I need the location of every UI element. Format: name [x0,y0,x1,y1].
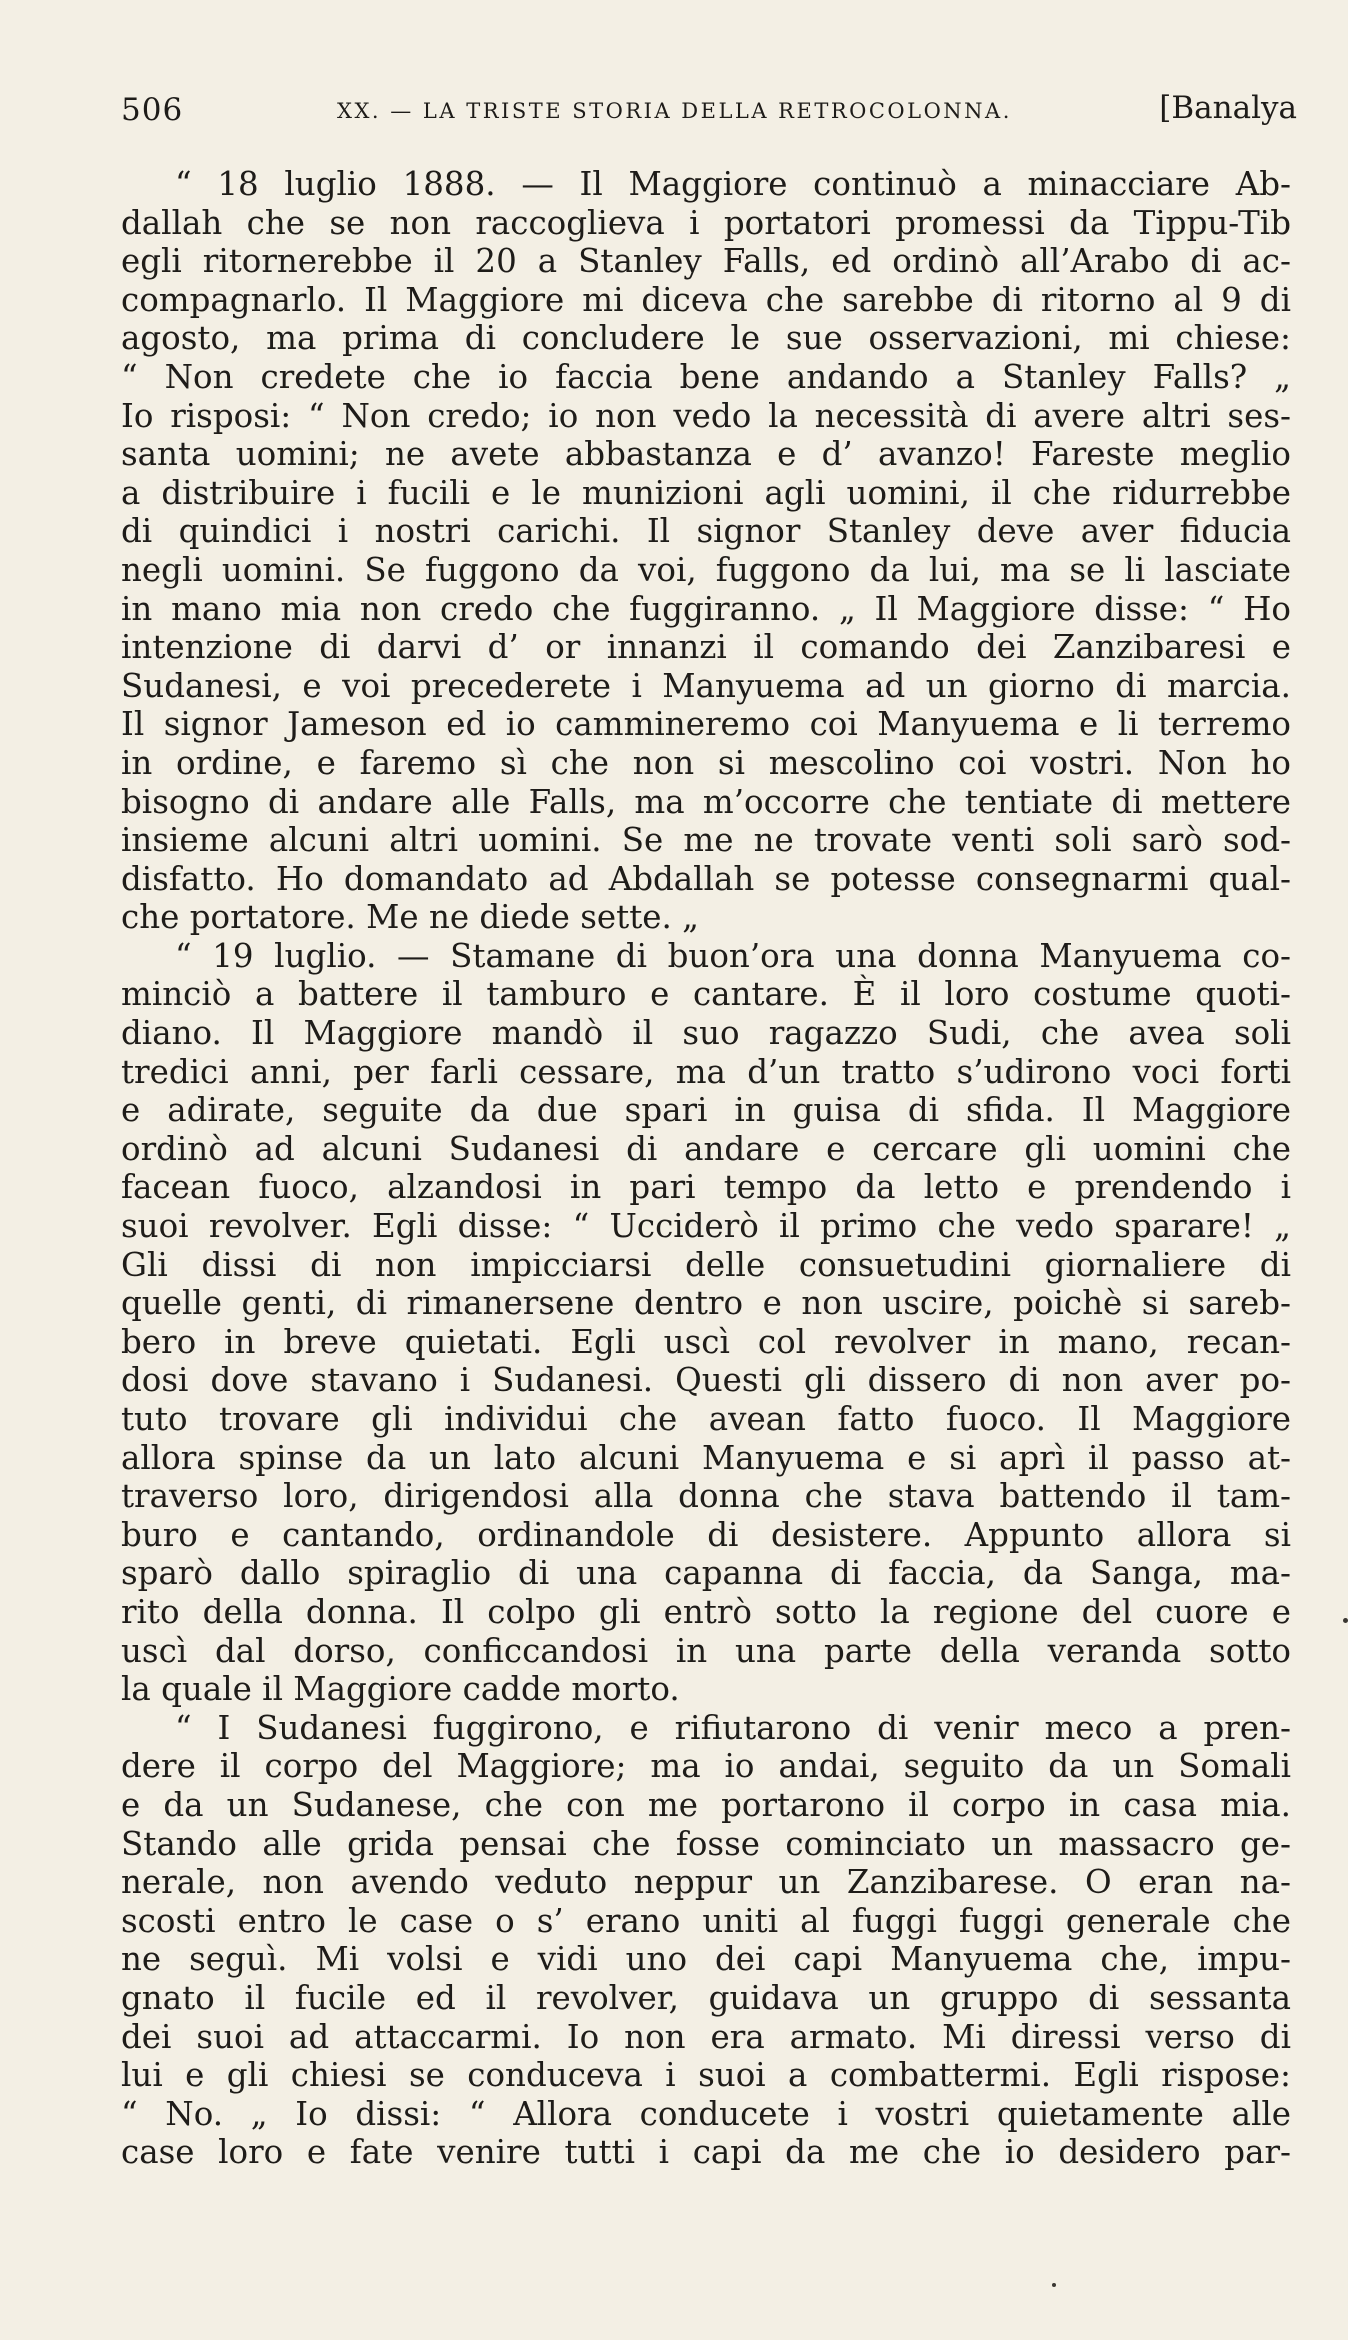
text-line: tredici anni, per farli cessare, ma d’un tratto s’udirono voci forti [121,1052,1291,1091]
text-line: lui e gli chiesi se conduceva i suoi a combattermi. Egli rispose: [121,2056,1291,2095]
text-line: minciò a battere il tamburo e cantare. È il loro costume quoti- [121,975,1291,1014]
section-tag: [Banalya [1159,90,1297,126]
text-line: allora spinse da un lato alcuni Manyuema e si aprì il passo at- [121,1438,1291,1477]
text-line: facean fuoco, alzandosi in pari tempo da letto e prendendo i [121,1168,1291,1207]
text-line: buro e cantando, ordinandole di desistere. Appunto allora si [121,1515,1291,1554]
text-line: “ No. „ Io dissi: “ Allora conducete i vostri quietamente alle [121,2094,1291,2133]
text-line: case loro e fate venire tutti i capi da me che io desidero par- [121,2133,1291,2172]
text-line: che portatore. Me ne diede sette. „ [121,898,700,937]
text-line: bero in breve quietati. Egli uscì col revolver in mano, recan- [121,1322,1291,1361]
text-line: “ I Sudanesi fuggirono, e rifiutarono di venir meco a pren- [175,1708,1291,1747]
text-line: uscì dal dorso, conficcandosi in una parte della veranda sotto [121,1631,1291,1670]
text-line: Gli dissi di non impicciarsi delle consuetudini giornaliere di [121,1245,1291,1284]
ink-speck [1343,1618,1348,1623]
text-line: e da un Sudanese, che con me portarono il corpo in casa mia. [121,1785,1291,1824]
text-line: santa uomini; ne avete abbastanza e d’ avanzo! Fareste meglio [121,435,1291,474]
text-line: a distribuire i fucili e le munizioni agli uomini, il che ridurrebbe [121,473,1291,512]
text-line: dosi dove stavano i Sudanesi. Questi gli dissero di non aver po- [121,1361,1291,1400]
text-line: in mano mia non credo che fuggiranno. „ Il Maggiore disse: “ Ho [121,589,1291,628]
text-line: Stando alle grida pensai che fosse cominciato un massacro ge- [121,1824,1291,1863]
text-line: compagnarlo. Il Maggiore mi diceva che sarebbe di ritorno al 9 di [121,280,1291,319]
page-number: 506 [121,92,184,128]
text-line: agosto, ma prima di concludere le sue osservazioni, mi chiese: [121,319,1291,358]
text-line: bisogno di andare alle Falls, ma m’occorre che tentiate di mettere [121,782,1291,821]
text-line: rito della donna. Il colpo gli entrò sotto la regione del cuore e [121,1592,1291,1631]
text-line: gnato il fucile ed il revolver, guidava un gruppo di sessanta [121,1978,1291,2017]
text-line: “ 18 luglio 1888. — Il Maggiore continuò a minacciare Ab- [175,165,1291,203]
text-line: la quale il Maggiore cadde morto. [121,1670,680,1709]
running-title: XX. — LA TRISTE STORIA DELLA RETROCOLONNA. [337,99,1012,123]
text-line: dallah che se non raccoglieva i portatori promessi da Tippu-Tib [121,203,1291,242]
text-line: ne seguì. Mi volsi e vidi uno dei capi Manyuema che, impu- [121,1940,1291,1979]
text-line: Sudanesi, e voi precederete i Manyuema ad un giorno di marcia. [121,666,1291,705]
text-line: “ Non credete che io faccia bene andando a Stanley Falls? „ [121,357,1291,396]
text-line: dere il corpo del Maggiore; ma io andai, seguito da un Somali [121,1747,1291,1786]
text-line: Il signor Jameson ed io cammineremo coi Manyuema e li terremo [121,705,1291,744]
text-line: e adirate, seguite da due spari in guisa di sfida. Il Maggiore [121,1091,1291,1130]
body-text [121,165,1291,2172]
text-line: Io risposi: “ Non credo; io non vedo la necessità di avere altri ses- [121,396,1291,435]
page-header [121,90,1297,142]
text-line: in ordine, e faremo sì che non si mescolino coi vostri. Non ho [121,743,1291,782]
text-line: “ 19 luglio. — Stamane di buon’ora una donna Manyuema co- [175,936,1291,975]
text-line: nerale, non avendo veduto neppur un Zanzibarese. O eran na- [121,1863,1291,1902]
text-line: intenzione di darvi d’ or innanzi il comando dei Zanzibaresi e [121,628,1291,667]
text-line: insieme alcuni altri uomini. Se me ne trovate venti soli sarò sod- [121,821,1291,860]
text-line: di quindici i nostri carichi. Il signor Stanley deve aver fiducia [121,512,1291,551]
text-line: diano. Il Maggiore mandò il suo ragazzo Sudi, che avea soli [121,1014,1291,1053]
text-line: tuto trovare gli individui che avean fatto fuoco. Il Maggiore [121,1400,1291,1438]
text-line: disfatto. Ho domandato ad Abdallah se potesse consegnarmi qual- [121,859,1291,898]
text-line: dei suoi ad attaccarmi. Io non era armato. Mi diressi verso di [121,2017,1291,2056]
text-line: negli uomini. Se fuggono da voi, fuggono da lui, ma se li lasciate [121,550,1291,589]
ink-speck [1052,2283,1056,2287]
text-line: traverso loro, dirigendosi alla donna che stava battendo il tam- [121,1477,1291,1516]
text-line: sparò dallo spiraglio di una capanna di faccia, da Sanga, ma- [121,1554,1291,1593]
text-line: scosti entro le case o s’ erano uniti al fuggi fuggi generale che [121,1901,1291,1940]
text-line: quelle genti, di rimanersene dentro e non uscire, poichè si sareb- [121,1284,1291,1323]
text-line: ordinò ad alcuni Sudanesi di andare e cercare gli uomini che [121,1129,1291,1168]
text-line: suoi revolver. Egli disse: “ Ucciderò il primo che vedo sparare! „ [121,1207,1291,1246]
text-line: egli ritornerebbe il 20 a Stanley Falls, ed ordinò all’Arabo di ac- [121,242,1291,281]
